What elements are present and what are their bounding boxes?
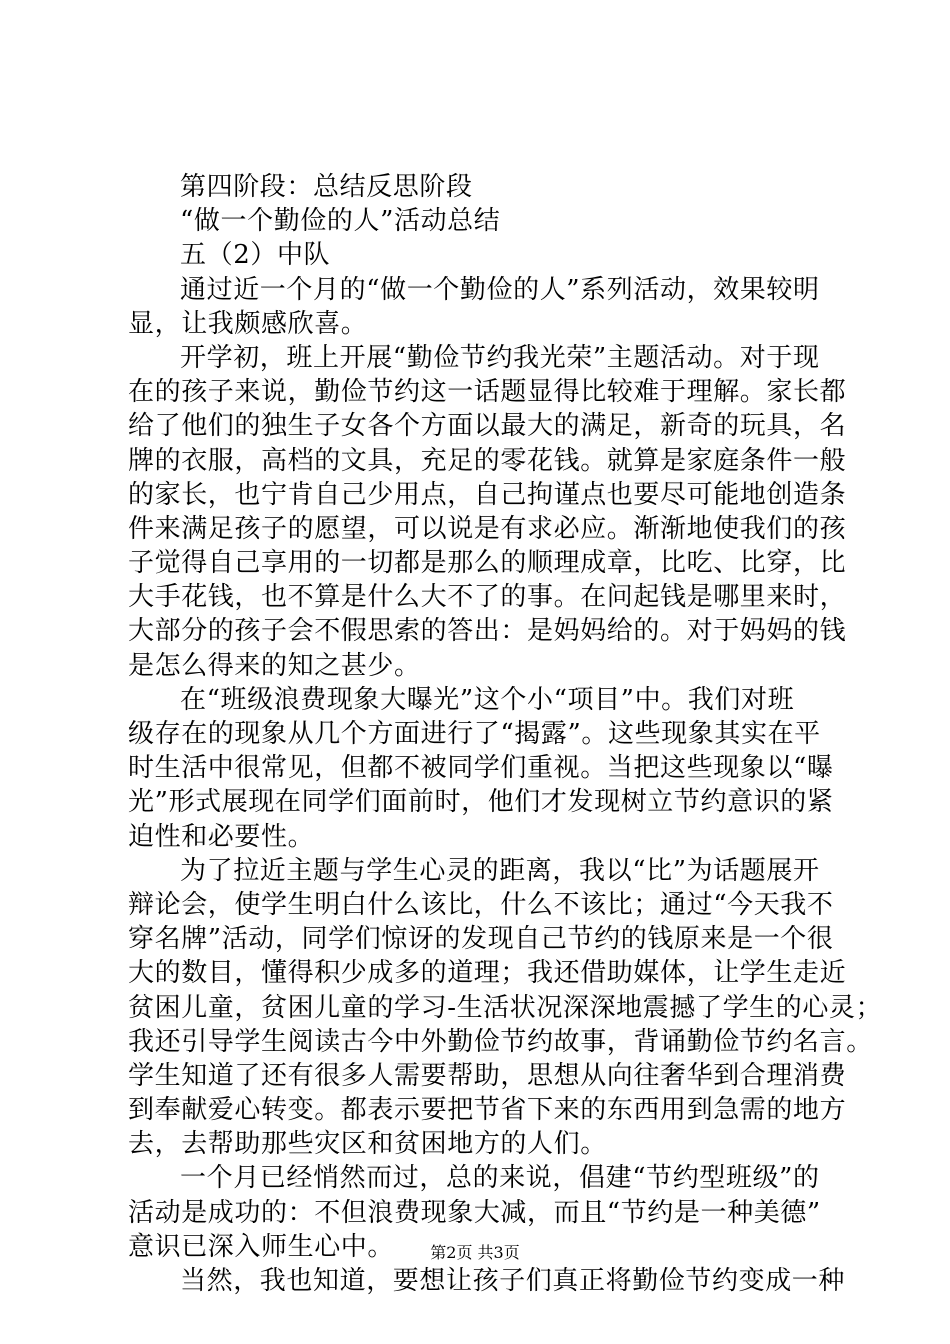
text-line: 我还引导学生阅读古今中外勤俭节约故事，背诵勤俭节约名言。: [128, 1026, 873, 1057]
text-line: 学生知道了还有很多人需要帮助，思想从向往奢华到合理消费: [128, 1060, 847, 1091]
text-line: 通过近一个月的“做一个勤俭的人”系列活动，效果较明: [180, 274, 820, 305]
text-line: 开学初，班上开展“勤俭节约我光荣”主题活动。对于现: [180, 342, 820, 373]
text-line: 件来满足孩子的愿望，可以说是有求必应。渐渐地使我们的孩: [128, 513, 847, 544]
text-line: 到奉献爱心转变。都表示要把节省下来的东西用到急需的地方: [128, 1095, 847, 1126]
document-body: [128, 170, 883, 1298]
text-line: 子觉得自己享用的一切都是那么的顺理成章，比吃、比穿，比: [128, 548, 847, 579]
text-line: 牌的衣服，高档的文具，充足的零花钱。就算是家庭条件一般: [128, 445, 847, 476]
text-line: 辩论会，使学生明白什么该比，什么不该比；通过“今天我不: [128, 889, 834, 920]
text-line: 的家长，也宁肯自己少用点，自己拘谨点也要尽可能地创造条: [128, 479, 847, 510]
text-line: 迫性和必要性。: [128, 821, 315, 852]
text-line: 去，去帮助那些灾区和贫困地方的人们。: [128, 1129, 607, 1160]
class-name: 五（2）中队: [180, 240, 331, 271]
text-line: 时生活中很常见，但都不被同学们重视。当把这些现象以“曝: [128, 753, 834, 784]
text-line: 贫困儿童，贫困儿童的学习-生活状况深深地震撼了学生的心灵；: [128, 992, 883, 1023]
text-line: 给了他们的独生子女各个方面以最大的满足，新奇的玩具，名: [128, 411, 847, 442]
text-line: 穿名牌”活动，同学们惊讶的发现自己节约的钱原来是一个很: [128, 924, 834, 955]
text-line: 显，让我颇感欣喜。: [128, 308, 368, 339]
text-line: 活动是成功的：不但浪费现象大减，而且“节约是一种美德”: [128, 1197, 821, 1228]
document-title: “做一个勤俭的人”活动总结: [180, 206, 501, 237]
text-line: 意识已深入师生心中。: [128, 1231, 395, 1262]
text-line: 当然，我也知道，要想让孩子们真正将勤俭节约变成一种: [180, 1266, 846, 1296]
text-line: 光”形式展现在同学们面前时，他们才发现树立节约意识的紧: [128, 787, 834, 818]
text-line: 一个月已经悄然而过，总的来说，倡建“节约型班级”的: [180, 1163, 820, 1194]
text-line: 大的数目，懂得积少成多的道理；我还借助媒体，让学生走近: [128, 958, 847, 989]
page-number-footer: 第2页 共3页: [430, 1243, 520, 1262]
text-line: 级存在的现象从几个方面进行了“揭露”。这些现象其实在平: [128, 719, 821, 749]
text-line: 大部分的孩子会不假思索的答出：是妈妈给的。对于妈妈的钱: [128, 616, 847, 647]
text-line: 在的孩子来说，勤俭节约这一话题显得比较难于理解。家长都: [128, 377, 847, 408]
text-line: 大手花钱，也不算是什么大不了的事。在问起钱是哪里来时，: [128, 582, 847, 613]
section-heading: 第四阶段：总结反思阶段: [180, 172, 473, 202]
text-line: 为了拉近主题与学生心灵的距离，我以“比”为话题展开: [180, 855, 820, 886]
text-line: 是怎么得来的知之甚少。: [128, 650, 421, 681]
text-line: 在“班级浪费现象大曝光”这个小“项目”中。我们对班: [180, 684, 795, 715]
